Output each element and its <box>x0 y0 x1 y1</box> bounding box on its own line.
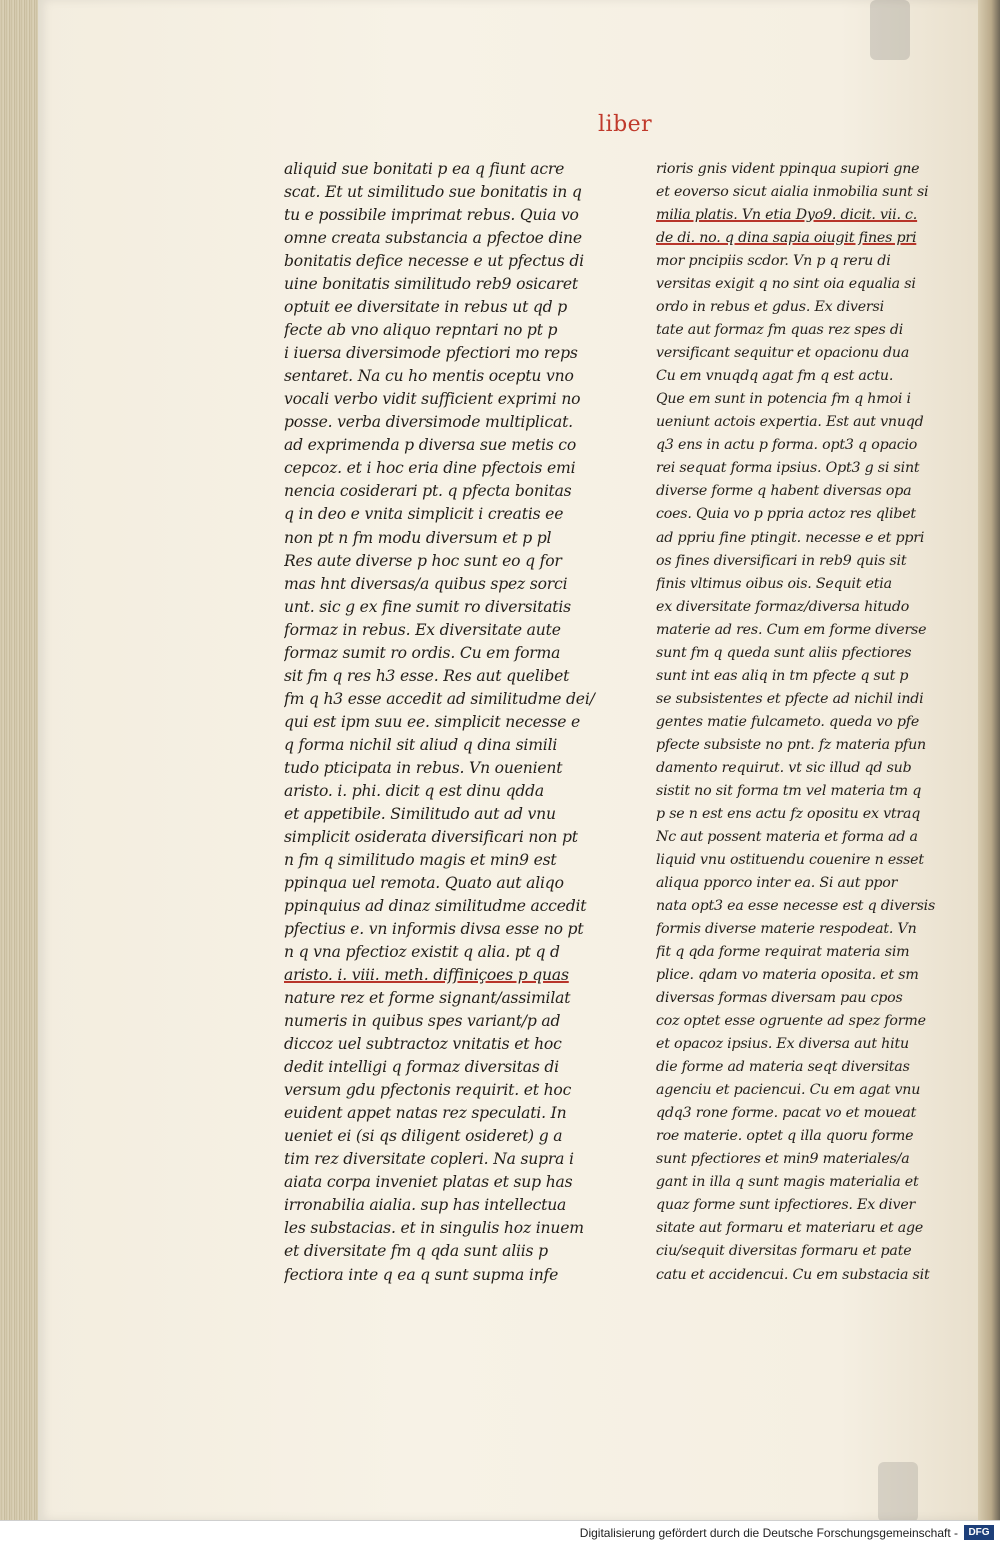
text-line: sunt fm q queda sunt aliis pfectiores <box>656 644 912 661</box>
running-heading: liber <box>598 112 653 137</box>
text-line: ciu/sequit diversitas formaru et pate <box>656 1243 912 1260</box>
text-line: vocali verbo vidit sufficient exprimi no <box>284 390 581 409</box>
text-line: cepcoz. et i hoc eria dine pfectois emi <box>284 459 576 478</box>
text-line: sunt int eas aliq in tm pfecte q sut p <box>656 667 909 684</box>
text-line: posse. verba diversimode multiplicat. <box>284 413 573 432</box>
text-line: non pt n fm modu diversum et p pl <box>284 528 552 547</box>
text-line: q in deo e vnita simplicit i creatis ee <box>284 505 564 524</box>
text-line: diverse forme q habent diversas opa <box>656 483 912 500</box>
text-line: se subsistentes et pfecte ad nichil indi <box>656 690 924 707</box>
text-line: tu e possibile imprimat rebus. Quia vo <box>284 206 579 225</box>
text-line: ex diversitate formaz/diversa hitudo <box>656 598 910 615</box>
text-line: nature rez et forme signant/assimilat <box>284 989 571 1008</box>
text-line: n q vna pfectioz existit q alia. pt q d <box>284 943 560 962</box>
text-line: q forma nichil sit aliud q dina simili <box>284 735 558 754</box>
text-line: aliqua pporco inter ea. Si aut ppor <box>656 874 898 891</box>
footer-bar <box>0 1520 1000 1545</box>
text-line: formaz sumit ro ordis. Cu em forma <box>284 643 561 662</box>
text-line: versitas exigit q no sint oia equalia si <box>656 276 916 293</box>
text-line: et appetibile. Similitudo aut ad vnu <box>284 804 556 823</box>
text-line: numeris in quibus spes variant/p ad <box>284 1012 561 1031</box>
binding-edge <box>978 0 1000 1520</box>
text-line: tudo pticipata in rebus. Vn ouenient <box>284 758 563 777</box>
text-line: ordo in rebus et gdus. Ex diversi <box>656 299 884 316</box>
text-line: fit q qda forme requirat materia sim <box>656 944 910 961</box>
text-line: ueniet ei (si qs diligent osideret) g a <box>284 1127 563 1146</box>
text-line: sit fm q res h3 esse. Res aut quelibet <box>284 666 570 685</box>
text-line: versificant sequitur et opacionu dua <box>656 345 910 362</box>
text-line: rei sequat forma ipsius. Opt3 g si sint <box>656 460 920 477</box>
text-line: materie ad res. Cum em forme diverse <box>656 621 927 638</box>
text-line: versum gdu pfectonis requirit. et hoc <box>284 1081 572 1100</box>
text-line: uine bonitatis similitudo reb9 osicaret <box>284 275 578 294</box>
right-text-column <box>656 158 948 1287</box>
text-line: pfecte subsiste no pnt. fz materia pfun <box>656 736 926 753</box>
text-line: pfectius e. vn informis divsa esse no pt <box>284 920 584 939</box>
text-line: aiata corpa inveniet platas et sup has <box>284 1173 573 1192</box>
text-line: fm q h3 esse accedit ad similitudme dei/ <box>284 689 595 708</box>
text-line: et opacoz ipsius. Ex diversa aut hitu <box>656 1036 909 1053</box>
text-line: Nc aut possent materia et forma ad a <box>656 828 918 845</box>
text-line: mor pncipiis scdor. Vn p q reru di <box>656 253 891 270</box>
text-line: aristo. i. phi. dicit q est dinu qdda <box>284 781 545 800</box>
text-line: omne creata substancia a pfectoe dine <box>284 229 582 248</box>
text-line: finis vltimus oibus ois. Sequit etia <box>656 575 892 592</box>
text-line: ppinqua uel remota. Quato aut aliqo <box>284 873 564 892</box>
text-line: damento requirut. vt sic illud qd sub <box>656 759 912 776</box>
text-line: ppinquius ad dinaz similitudme accedit <box>284 897 587 915</box>
text-line: quaz forme sunt ipfectiores. Ex diver <box>656 1197 916 1214</box>
text-line: milia platis. Vn etia Dyo9. dicit. vii. c. <box>656 207 918 224</box>
text-line: aristo. i. viii. meth. diffiniçoes p quas <box>284 966 569 985</box>
text-line: diversas formas diversam pau cpos <box>656 990 903 1007</box>
text-line: agenciu et paciencui. Cu em agat vnu <box>656 1082 921 1099</box>
text-line: ad exprimenda p diversa sue metis co <box>284 436 577 455</box>
text-line: tate aut formaz fm quas rez spes di <box>656 322 904 339</box>
book-clip-bottom <box>878 1462 918 1522</box>
text-line: coz optet esse ogruente ad spez forme <box>656 1013 926 1030</box>
text-line: gant in illa q sunt magis materialia et <box>656 1174 919 1191</box>
text-line: p se n est ens actu fz opositu ex vtraq <box>656 805 921 822</box>
text-line: sunt pfectiores et min9 materiales/a <box>656 1151 910 1168</box>
text-line: sitate aut formaru et materiaru et age <box>656 1220 924 1237</box>
text-line: aliquid sue bonitati p ea q fiunt acre <box>284 160 565 178</box>
text-line: nencia cosiderari pt. q pfecta bonitas <box>284 482 572 501</box>
text-line: qui est ipm suu ee. simplicit necesse e <box>284 712 581 731</box>
text-line: ad ppriu fine ptingit. necesse e et ppri <box>656 529 925 546</box>
book-clip-top <box>870 0 910 60</box>
text-line: Res aute diverse p hoc sunt eo q for <box>284 551 562 570</box>
text-line: optuit ee diversitate in rebus ut qd p <box>284 298 567 317</box>
text-line: Que em sunt in potencia fm q hmoi i <box>656 391 911 408</box>
text-line: tim rez diversitate copleri. Na supra i <box>284 1150 574 1169</box>
text-line: sentaret. Na cu ho mentis oceptu vno <box>284 367 574 386</box>
text-line: fecte ab vno aliquo repntari no pt p <box>284 321 558 340</box>
text-line: gentes matie fulcameto. queda vo pfe <box>656 713 920 730</box>
text-line: de di. no. q dina sapia oiugit fines pri <box>656 230 917 247</box>
text-line: n fm q similitudo magis et min9 est <box>284 850 557 869</box>
text-line: os fines diversificari in reb9 quis sit <box>656 552 907 569</box>
text-line: liquid vnu ostituendu couenire n esset <box>656 851 924 868</box>
text-line: et diversitate fm q qda sunt aliis p <box>284 1242 548 1261</box>
text-line: simplicit osiderata diversificari non pt <box>284 827 578 846</box>
text-line: irronabilia aialia. sup has intellectua <box>284 1196 567 1215</box>
text-line: unt. sic g ex fine sumit ro diversitatis <box>284 597 571 616</box>
text-line: les substacias. et in singulis hoz inuem <box>284 1219 584 1238</box>
text-line: q3 ens in actu p forma. opt3 q opacio <box>656 437 918 454</box>
text-line: sistit no sit forma tm vel materia tm q <box>656 782 922 799</box>
text-line: et eoverso sicut aialia inmobilia sunt si <box>656 184 929 201</box>
text-line: nata opt3 ea esse necesse est q diversis <box>656 898 936 914</box>
text-line: dedit intelligi q formaz diversitas di <box>284 1058 559 1077</box>
text-line: bonitatis defice necesse e ut pfectus di <box>284 252 584 271</box>
text-line: i iuersa diversimode pfectiori mo reps <box>284 344 578 363</box>
funding-credit: Digitalisierung gefördert durch die Deutsche Forschungsgemeinschaft - <box>579 1526 958 1540</box>
text-line: die forme ad materia seqt diversitas <box>656 1059 910 1076</box>
text-line: catu et accidencui. Cu em substacia sit <box>656 1266 930 1283</box>
text-line: formis diverse materie respodeat. Vn <box>656 921 917 938</box>
text-line: roe materie. optet q illa quoru forme <box>656 1128 914 1145</box>
text-line: euident appet natas rez speculati. In <box>284 1104 567 1123</box>
text-line: fectiora inte q ea q sunt supma infe <box>284 1265 559 1284</box>
dfg-logo-icon: DFG <box>964 1525 994 1540</box>
text-line: formaz in rebus. Ex diversitate aute <box>284 620 561 639</box>
text-line: rioris gnis vident ppinqua supiori gne <box>656 161 920 177</box>
text-line: plice. qdam vo materia oposita. et sm <box>656 967 919 984</box>
text-line: qdq3 rone forme. pacat vo et moueat <box>656 1105 917 1122</box>
text-line: ueniunt actois expertia. Est aut vnuqd <box>656 414 924 431</box>
text-line: mas hnt diversas/a quibus spez sorci <box>284 574 568 593</box>
text-line: coes. Quia vo p ppria actoz res qlibet <box>656 506 916 523</box>
page-edge-stack <box>0 0 40 1520</box>
text-line: diccoz uel subtractoz vnitatis et hoc <box>284 1035 562 1054</box>
text-line: scat. Et ut similitudo sue bonitatis in q <box>284 183 582 202</box>
left-text-column <box>284 158 602 1287</box>
text-line: Cu em vnuqdq agat fm q est actu. <box>656 368 894 385</box>
